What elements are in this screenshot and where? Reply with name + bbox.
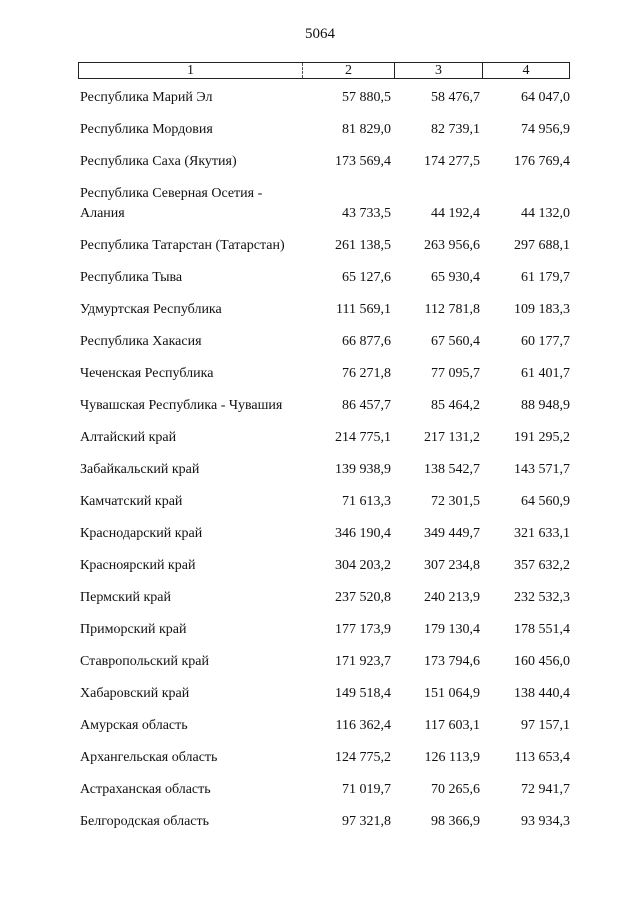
value-column-2: 261 138,5 <box>335 238 391 253</box>
table-row <box>78 266 572 298</box>
value-column-4: 88 948,9 <box>521 398 570 413</box>
value-column-4: 72 941,7 <box>521 782 570 797</box>
value-column-4: 143 571,7 <box>514 462 570 477</box>
value-column-4: 44 132,0 <box>521 206 570 221</box>
value-column-4: 61 179,7 <box>521 270 570 285</box>
value-column-2: 214 775,1 <box>335 430 391 445</box>
value-column-3: 70 265,6 <box>431 782 480 797</box>
region-name: Чеченская Республика <box>80 366 214 381</box>
value-column-4: 297 688,1 <box>514 238 570 253</box>
table-row <box>78 86 572 118</box>
value-column-3: 307 234,8 <box>424 558 480 573</box>
table-row <box>78 618 572 650</box>
value-column-3: 173 794,6 <box>424 654 480 669</box>
value-column-2: 86 457,7 <box>342 398 391 413</box>
table-row <box>78 426 572 458</box>
value-column-4: 178 551,4 <box>514 622 570 637</box>
region-name: Республика Хакасия <box>80 334 202 349</box>
value-column-4: 109 183,3 <box>514 302 570 317</box>
table-row <box>78 490 572 522</box>
value-column-2: 139 938,9 <box>335 462 391 477</box>
value-column-2: 124 775,2 <box>335 750 391 765</box>
value-column-2: 76 271,8 <box>342 366 391 381</box>
table-row <box>78 394 572 426</box>
value-column-2: 116 362,4 <box>335 718 391 733</box>
value-column-2: 71 613,3 <box>342 494 391 509</box>
table-row <box>78 118 572 150</box>
region-name: Республика Татарстан (Татарстан) <box>80 238 285 253</box>
table-row <box>78 778 572 810</box>
table-row <box>78 586 572 618</box>
value-column-3: 174 277,5 <box>424 154 480 169</box>
region-name: Краснодарский край <box>80 526 203 541</box>
region-name: Красноярский край <box>80 558 196 573</box>
table-row <box>78 330 572 362</box>
value-column-4: 357 632,2 <box>514 558 570 573</box>
region-name: Пермский край <box>80 590 171 605</box>
value-column-4: 160 456,0 <box>514 654 570 669</box>
table-row <box>78 810 572 842</box>
region-name: Республика Мордовия <box>80 122 213 137</box>
region-name: Амурская область <box>80 718 188 733</box>
table-row <box>78 554 572 586</box>
value-column-4: 232 532,3 <box>514 590 570 605</box>
value-column-2: 81 829,0 <box>342 122 391 137</box>
value-column-3: 138 542,7 <box>424 462 480 477</box>
region-name: Республика Тыва <box>80 270 183 285</box>
page-number: 5064 <box>305 26 335 42</box>
table-row <box>78 458 572 490</box>
table-row <box>78 234 572 266</box>
value-column-4: 176 769,4 <box>514 154 570 169</box>
value-column-2: 65 127,6 <box>342 270 391 285</box>
value-column-2: 171 923,7 <box>335 654 391 669</box>
region-name: Чувашская Республика - Чувашия <box>80 398 283 413</box>
value-column-2: 97 321,8 <box>342 814 391 829</box>
region-name: Астраханская область <box>80 782 211 797</box>
value-column-3: 263 956,6 <box>424 238 480 253</box>
value-column-4: 64 560,9 <box>521 494 570 509</box>
value-column-2: 43 733,5 <box>342 206 391 221</box>
region-name: Республика Саха (Якутия) <box>80 154 237 169</box>
table-row <box>78 714 572 746</box>
value-column-3: 126 113,9 <box>424 750 480 765</box>
column-header-4: 4 <box>522 63 530 78</box>
value-column-3: 151 064,9 <box>424 686 480 701</box>
value-column-2: 71 019,7 <box>342 782 391 797</box>
value-column-3: 72 301,5 <box>431 494 480 509</box>
value-column-2: 111 569,1 <box>336 302 391 317</box>
value-column-2: 66 877,6 <box>342 334 391 349</box>
table-row <box>78 746 572 778</box>
region-name: Забайкальский край <box>80 462 200 477</box>
value-column-3: 349 449,7 <box>424 526 480 541</box>
value-column-4: 60 177,7 <box>521 334 570 349</box>
value-column-2: 237 520,8 <box>335 590 391 605</box>
region-name: Архангельская область <box>80 750 218 765</box>
value-column-2: 346 190,4 <box>335 526 391 541</box>
value-column-3: 217 131,2 <box>424 430 480 445</box>
value-column-3: 112 781,8 <box>424 302 480 317</box>
value-column-3: 67 560,4 <box>431 334 480 349</box>
value-column-4: 138 440,4 <box>514 686 570 701</box>
table-row <box>78 298 572 330</box>
region-name: Хабаровский край <box>80 686 190 701</box>
region-name: Белгородская область <box>80 814 210 829</box>
value-column-3: 65 930,4 <box>431 270 480 285</box>
table-body <box>78 86 572 842</box>
value-column-3: 98 366,9 <box>431 814 480 829</box>
table-row <box>78 362 572 394</box>
column-header-2: 2 <box>303 63 395 78</box>
value-column-4: 64 047,0 <box>521 90 570 105</box>
value-column-3: 58 476,7 <box>431 90 480 105</box>
value-column-3: 117 603,1 <box>424 718 480 733</box>
region-name: Удмуртская Республика <box>80 302 222 317</box>
value-column-3: 44 192,4 <box>431 206 480 221</box>
table-header <box>78 62 570 79</box>
region-name: Республика Марий Эл <box>80 90 213 105</box>
column-header-3: 3 <box>395 63 483 78</box>
value-column-2: 177 173,9 <box>335 622 391 637</box>
value-column-2: 304 203,2 <box>335 558 391 573</box>
value-column-4: 113 653,4 <box>514 750 570 765</box>
table-row <box>78 182 572 234</box>
region-name: Приморский край <box>80 622 187 637</box>
value-column-3: 179 130,4 <box>424 622 480 637</box>
table-row <box>78 522 572 554</box>
value-column-2: 173 569,4 <box>335 154 391 169</box>
value-column-3: 77 095,7 <box>431 366 480 381</box>
table-row <box>78 682 572 714</box>
value-column-2: 149 518,4 <box>335 686 391 701</box>
value-column-4: 97 157,1 <box>521 718 570 733</box>
value-column-4: 321 633,1 <box>514 526 570 541</box>
region-name: Камчатский край <box>80 494 183 509</box>
value-column-4: 191 295,2 <box>514 430 570 445</box>
value-column-2: 57 880,5 <box>342 90 391 105</box>
value-column-3: 240 213,9 <box>424 590 480 605</box>
value-column-3: 82 739,1 <box>431 122 480 137</box>
table-row <box>78 150 572 182</box>
region-name: Ставропольский край <box>80 654 209 669</box>
region-name: Республика Северная Осетия - Алания <box>80 186 263 221</box>
region-name: Алтайский край <box>80 430 177 445</box>
column-header-1: 1 <box>79 63 303 78</box>
value-column-4: 93 934,3 <box>521 814 570 829</box>
value-column-3: 85 464,2 <box>431 398 480 413</box>
value-column-4: 61 401,7 <box>521 366 570 381</box>
value-column-4: 74 956,9 <box>521 122 570 137</box>
table-row <box>78 650 572 682</box>
